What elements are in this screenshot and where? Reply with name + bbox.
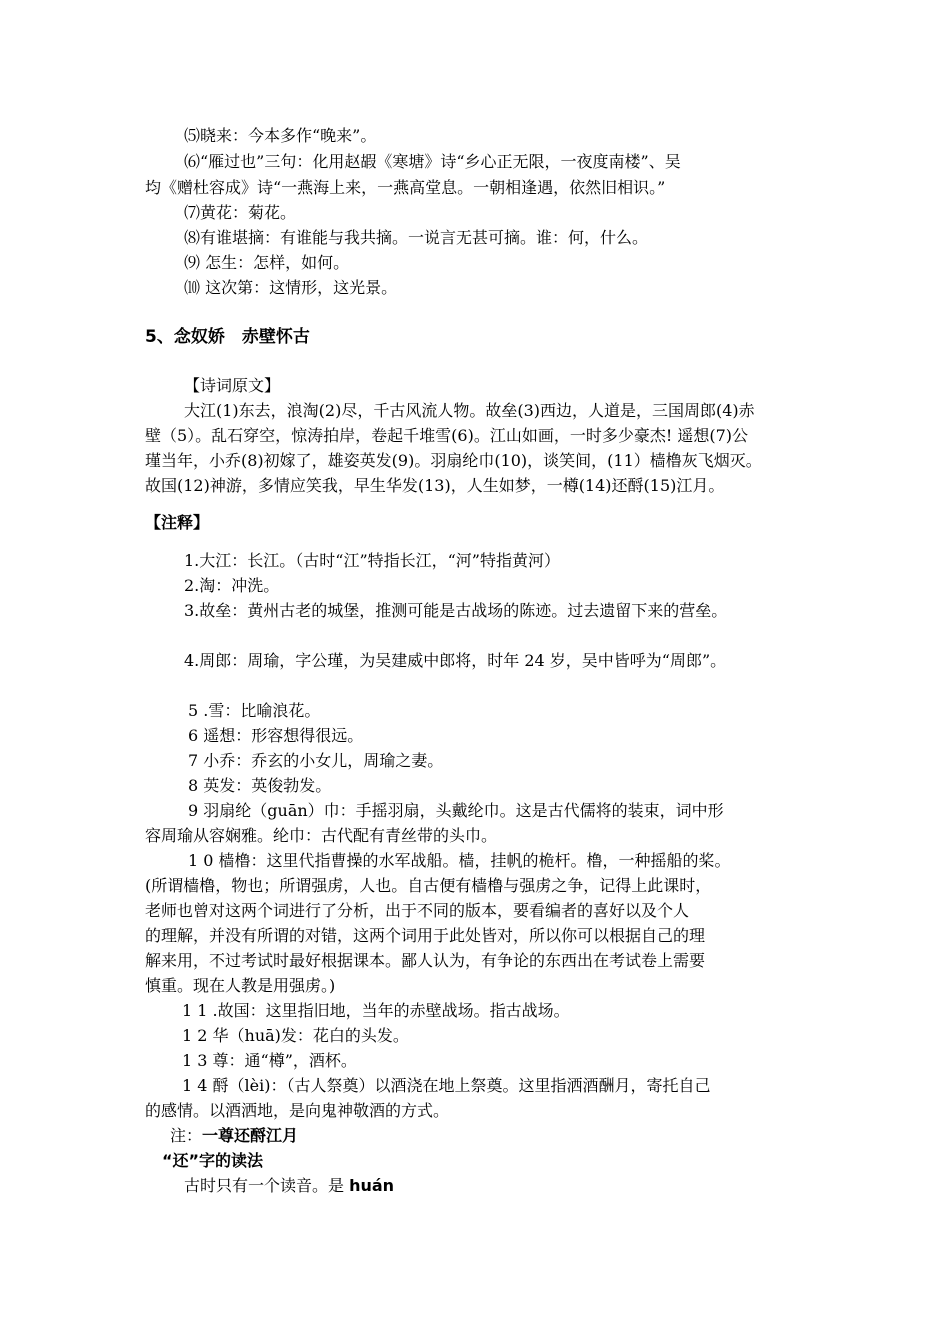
note-line: 均《赠杜容成》诗“一燕海上来，一燕高堂息。一朝相逢遇，依然旧相识。” <box>145 178 666 197</box>
annotation-line: 的感情。以酒洒地，是向鬼神敬酒的方式。 <box>145 1101 450 1120</box>
note-line: ⑼ 怎生：怎样，如何。 <box>184 253 350 272</box>
original-heading: 【诗词原文】 <box>184 376 281 395</box>
annotation-line: 9 羽扇纶（guān）巾：手摇羽扇，头戴纶巾。这是古代儒将的装束，词中形 <box>188 801 724 820</box>
annotation-line: 的理解，并没有所谓的对错，这两个词用于此处皆对，所以你可以根据自己的理 <box>145 926 706 945</box>
note-line: ⑹“雁过也”三句：化用赵嘏《寒塘》诗“乡心正无限，一夜度南楼”、吴 <box>184 152 681 171</box>
annotation-line: 1.大江：长江。（古时“江”特指长江，“河”特指黄河） <box>184 551 560 570</box>
annotation-line: 解来用，不过考试时最好根据课本。鄙人认为，有争论的东西出在考试卷上需要 <box>145 951 706 970</box>
annotation-line: 1 3 尊：通“樽”，酒杯。 <box>182 1051 357 1070</box>
note-line: ⑻有谁堪摘：有谁能与我共摘。一说言无甚可摘。谁：何，什么。 <box>184 228 649 247</box>
note-line: ⑺黄花：菊花。 <box>184 203 297 222</box>
note-phrase: 一尊还酹江月 <box>202 1126 299 1145</box>
huan-heading: “还”字的读法 <box>162 1151 264 1170</box>
annotation-line: 慎重。现在人教是用强虏。) <box>145 976 336 995</box>
annotation-line: 8 英发：英俊勃发。 <box>188 776 332 795</box>
poem-line: 壁（5）。乱石穿空，惊涛拍岸，卷起千堆雪(6)。江山如画，一时多少豪杰! 遥想(7)公 <box>145 426 749 445</box>
annotation-line: 7 小乔：乔玄的小女儿，周瑜之妻。 <box>188 751 444 770</box>
poem-line: 大江(1)东去，浪淘(2)尽，千古风流人物。故垒(3)西边，人道是，三国周郎(4)赤 <box>184 401 755 420</box>
poem-line: 瑾当年，小乔(8)初嫁了，雄姿英发(9)。羽扇纶巾(10)，谈笑间，(11）樯橹灰飞烟灭。 <box>145 451 762 470</box>
poem-line: 故国(12)神游，多情应笑我，早生华发(13)，人生如梦，一樽(14)还酹(15)江月。 <box>145 476 725 495</box>
annotation-line: 1 2 华（huā)发：花白的头发。 <box>182 1026 409 1045</box>
huan-line-prefix: 古时只有一个读音。是 <box>184 1176 350 1195</box>
annotation-line: 2.淘：冲洗。 <box>184 576 280 595</box>
huan-pinyin: huán <box>349 1176 395 1195</box>
note-line: ⑸晓来：今本多作“晚来”。 <box>184 126 377 145</box>
annotation-line: 1 1 .故国：这里指旧地，当年的赤壁战场。指古战场。 <box>182 1001 570 1020</box>
note-remark <box>170 1124 298 1148</box>
note-label: 注： <box>170 1126 203 1145</box>
annotation-line: (所谓樯橹，物也；所谓强虏，人也。自古便有樯橹与强虏之争，记得上此课时， <box>145 876 712 895</box>
annotation-line: 老师也曾对这两个词进行了分析，出于不同的版本，要看编者的喜好以及个人 <box>145 901 690 920</box>
annotation-line: 1 0 樯橹：这里代指曹操的水军战船。樯，挂帆的桅杆。橹，一种摇船的桨。 <box>188 851 731 870</box>
notes-heading: 【注释】 <box>145 513 210 532</box>
annotation-line: 4.周郎：周瑜，字公瑾，为吴建威中郎将，时年 24 岁，吴中皆呼为“周郎”。 <box>184 651 727 670</box>
annotation-line: 5 .雪：比喻浪花。 <box>188 701 321 720</box>
annotation-line: 3.故垒：黄州古老的城堡，推测可能是古战场的陈迹。过去遗留下来的营垒。 <box>184 601 728 620</box>
huan-line <box>184 1174 394 1198</box>
note-line: ⑽ 这次第：这情形，这光景。 <box>184 278 398 297</box>
annotation-line: 1 4 酹（lèi)：（古人祭奠）以酒浇在地上祭奠。这里指洒酒酬月，寄托自己 <box>182 1076 711 1095</box>
section-title: 5、念奴娇 赤壁怀古 <box>145 327 310 347</box>
annotation-line: 6 遥想：形容想得很远。 <box>188 726 364 745</box>
annotation-line: 容周瑜从容娴雅。纶巾：古代配有青丝带的头巾。 <box>145 826 498 845</box>
